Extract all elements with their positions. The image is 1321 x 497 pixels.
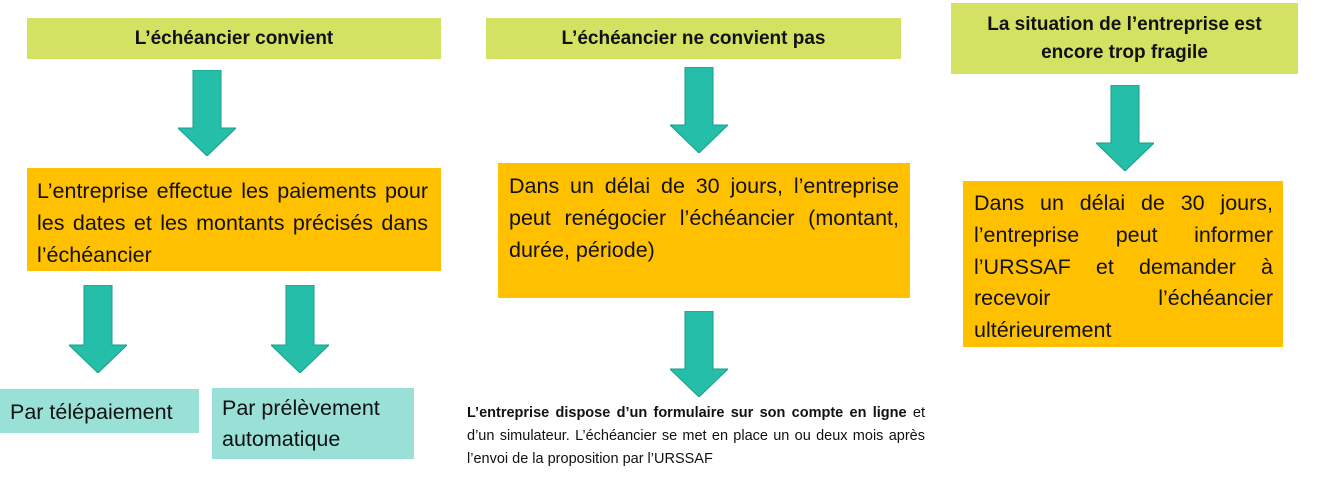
note-formulaire bbox=[467, 402, 925, 496]
step-text: Dans un délai de 30 jours, l’entreprise peut renégocier l’échéancier (montant, durée, période) bbox=[509, 174, 899, 262]
down-arrow-icon bbox=[670, 67, 728, 153]
down-arrow-icon bbox=[670, 311, 728, 397]
option-label: Par télépaiement bbox=[10, 400, 173, 424]
header-echeancier-ne-convient-pas bbox=[486, 18, 901, 59]
step-box-renegocier bbox=[498, 163, 910, 298]
down-arrow-icon bbox=[1096, 85, 1154, 171]
down-arrow-icon bbox=[271, 285, 329, 373]
header-label: L’échéancier convient bbox=[134, 27, 334, 49]
option-telepaiement bbox=[0, 389, 199, 433]
note-text: et d’un simulateur. L’échéancier se met en place un ou deux mois après l’envoi de la proposition par l’URSSAF bbox=[467, 405, 925, 468]
option-label: Par prélèvement automatique bbox=[222, 396, 380, 452]
note-bold-text: L’entreprise dispose d’un formulaire sur son compte en ligne bbox=[467, 405, 907, 421]
header-label: La situation de l’entreprise est encore trop fragile bbox=[987, 13, 1262, 63]
down-arrow-icon bbox=[178, 70, 236, 156]
header-echeancier-convient bbox=[27, 18, 441, 59]
step-text: Dans un délai de 30 jours, l’entreprise peut informer l’URSSAF et demander à recevoir l’échéancier ultérieurement bbox=[974, 191, 1273, 343]
header-situation-fragile bbox=[951, 3, 1298, 74]
down-arrow-icon bbox=[69, 285, 127, 373]
step-box-informer-urssaf bbox=[963, 181, 1283, 347]
step-box-paiements bbox=[27, 168, 441, 271]
option-prelevement bbox=[212, 388, 414, 459]
step-text: L’entreprise effectue les paiements pour les dates et les montants précisés dans l’échéancier bbox=[37, 179, 428, 267]
header-label: L’échéancier ne convient pas bbox=[561, 27, 826, 49]
